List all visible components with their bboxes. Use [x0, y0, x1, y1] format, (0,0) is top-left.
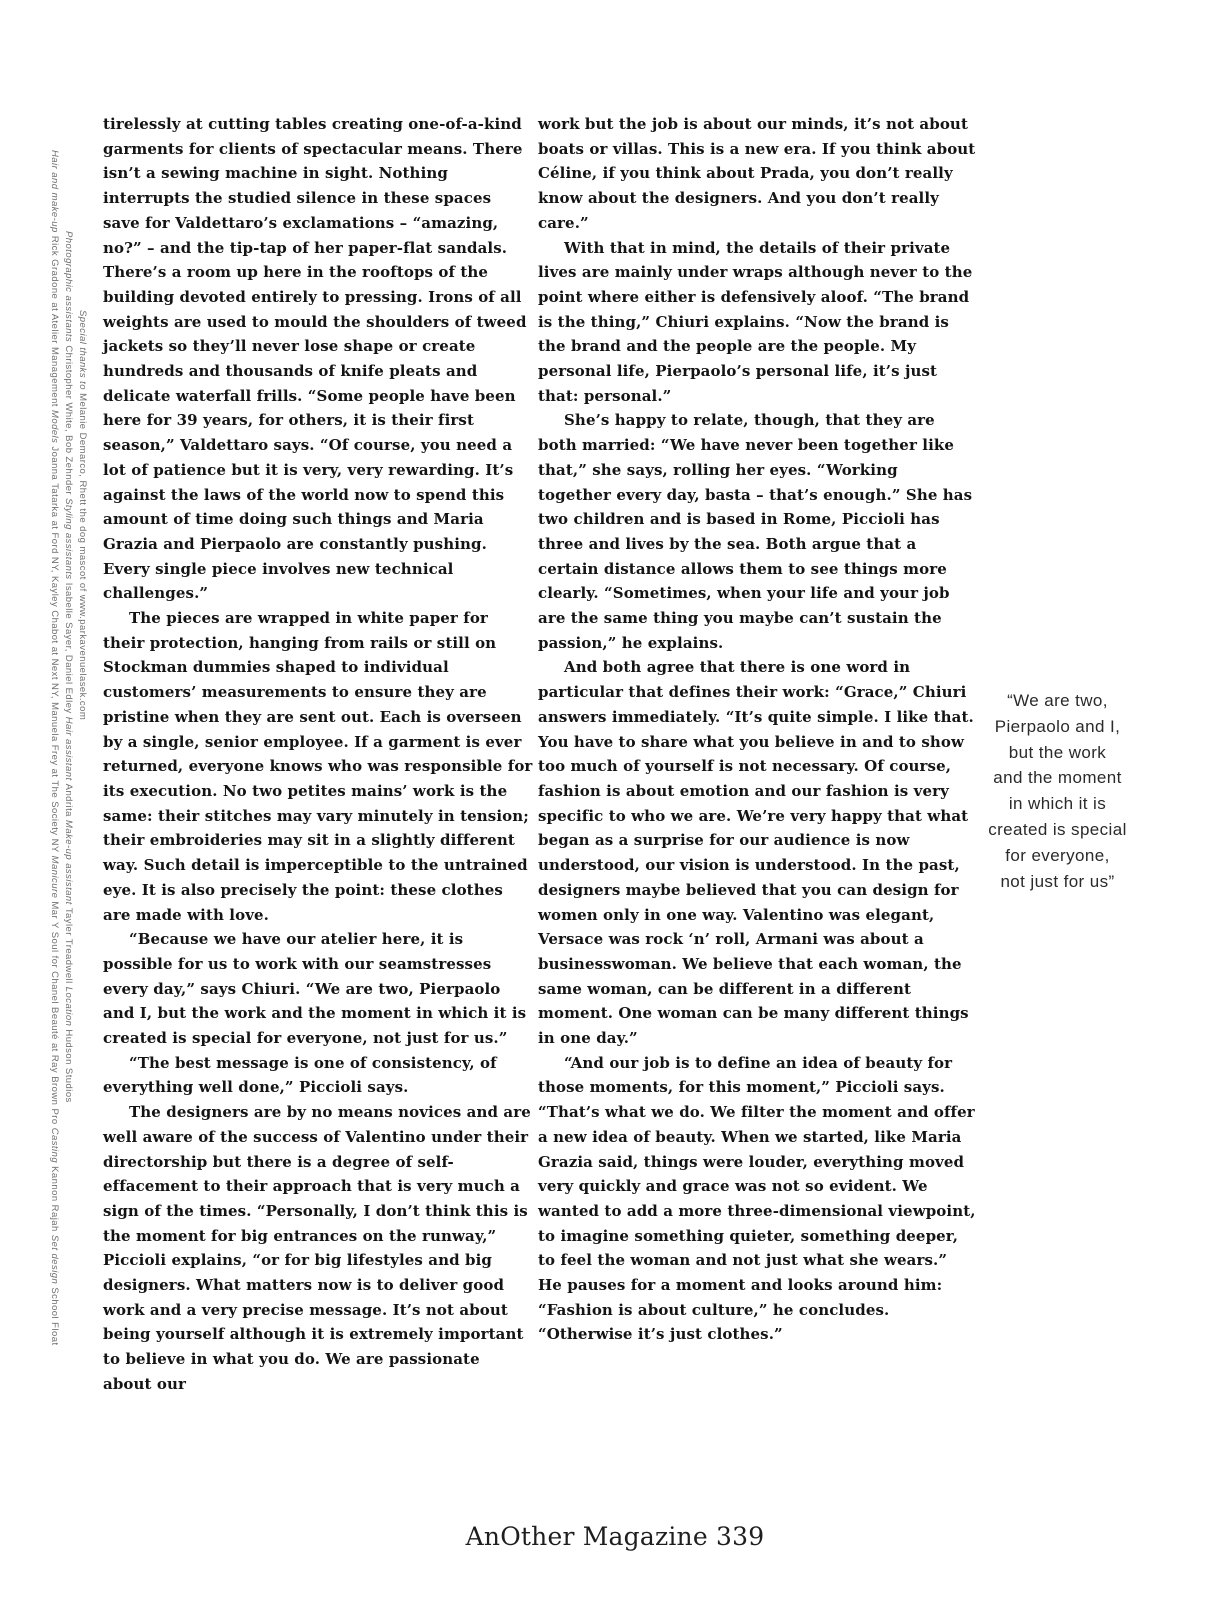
- article-paragraph: And both agree that there is one word in particular that defines their work: “Grace,” Chiuri answers immediately. “It’s quite simple. I like that. You have to share what you believe in and to show too much of yourself is not necessary. Of course, fashion is about emotion and our fashion is very specific to who we are. We’re very happy that what began as a surprise for our audience is now understood, our vision is understood. In the past, designers maybe believed that you can design for women only in one way. Valentino was elegant, Versace was rock ‘n’ roll, Armani was about a businesswoman. We believe that each woman, the same woman, can be different in a different moment. One woman can be many different things in one day.”: [538, 658, 974, 1048]
- page-footer: [0, 1522, 1230, 1551]
- credit-line: [77, 310, 88, 720]
- article-paragraph: work but the job is about our minds, it’s not about boats or villas. This is a new era. If you think about Céline, if you think about Prada, you don’t really know about the designers. And you don’t really care.”: [538, 115, 976, 232]
- article-paragraph: She’s happy to relate, though, that they are both married: “We have never been together like that,” she says, rolling her eyes. “Working together every day, basta – that’s enough.” She has two children and is based in Rome, Piccioli has three and lives by the sea. Both argue that a certain distance allows them to see things more clearly. “Sometimes, when your life and your job are the same thing you maybe can’t sustain the passion,” he explains.: [538, 411, 973, 652]
- article-paragraph: “And our job is to define an idea of beauty for those moments, for this moment,” Piccioli says. “That’s what we do. We filter the moment and offer a new idea of beauty. When we started, like Maria Grazia said, things were louder, everything moved very quickly and grace was not so evident. We wanted to add a more three-dimensional viewpoint, to imagine something quieter, something deeper, to feel the woman and not just what she wears.” He pauses for a moment and looks around him: “Fashion is about culture,” he concludes. “Otherwise it’s just clothes.”: [538, 1053, 976, 1344]
- credit-role-label: Models: [49, 409, 60, 447]
- credit-name: Isabelle Sayer, Daniel Edley: [63, 582, 74, 717]
- pull-quote-line: but the work: [1008, 742, 1107, 762]
- pull-quote-line: and the moment: [993, 768, 1122, 788]
- credit-role-label: Make-up assistant: [63, 820, 74, 908]
- credit-name: School Float: [49, 1287, 60, 1346]
- pull-quote-line: in which it is: [1008, 794, 1107, 814]
- credit-name: Tayler Treadwell: [63, 907, 74, 987]
- credit-role-label: Hair and make-up: [49, 150, 60, 236]
- credit-role-label: Special thanks to: [77, 310, 88, 394]
- article-column-left: [103, 112, 533, 1397]
- article-paragraph: With that in mind, the details of their private lives are mainly under wraps although never to the point where either is defensively aloof. “The brand is the thing,” Chiuri explains. “Now the brand is the brand and the people are the people. My personal life, Pierpaolo’s personal life, it’s just that: personal.”: [538, 238, 973, 405]
- credit-role-label: Manicure: [49, 855, 60, 902]
- credit-line: [49, 150, 60, 1346]
- article-paragraph: The pieces are wrapped in white paper for their protection, hanging from rails or still on Stockman dummies shaped to individual customers’ measurements to ensure they are pristine when they are sent out. Each is overseen by a single, senior employee. If a garment is ever returned, everyone knows who was responsible for its execution. No two petites mains’ work is the same: their stitches may vary minutely in tension; their embroideries may sit in a slightly different way. Such detail is imperceptible to the untrained eye. It is also precisely the point: these clothes are made with love.: [103, 609, 533, 924]
- photo-credits: [0, 0, 100, 1600]
- magazine-title-page-number: AnOther Magazine 339: [465, 1522, 765, 1551]
- pull-quote-line: Pierpaolo and I,: [994, 716, 1121, 736]
- credit-name: Joanna Tatarka at Ford NY, Kayley Chabot at Next NY, Manuela Frey at The Society NY: [49, 446, 60, 856]
- credit-role-label: Casting: [49, 1127, 60, 1167]
- credit-role-label: Photographic assistants: [63, 231, 74, 346]
- credit-role-label: Set design: [49, 1234, 60, 1288]
- article-column-right: [538, 112, 976, 1347]
- pull-quote-line: not just for us”: [1000, 871, 1115, 891]
- article-paragraph: tirelessly at cutting tables creating one-of-a-kind garments for clients of spectacular means. There isn’t a sewing machine in sight. Nothing interrupts the studied silence in these spaces save for Valdettaro’s exclamations – “amazing, no?” – and the tip-tap of her paper-flat sandals. There’s a room up here in the rooftops of the building devoted entirely to pressing. Irons of all weights are used to mould the shoulders of tweed jackets so they’ll never lose shape or create hundreds and thousands of knife pleats and delicate waterfall frills. “Some people have been here for 39 years, for others, it is their first season,” Valdettaro says. “Of course, you need a lot of patience but it is very, very rewarding. It’s against the laws of the world now to spend this amount of time doing such things and Maria Grazia and Pierpaolo are constantly pushing. Every single piece involves new technical challenges.”: [103, 115, 527, 603]
- credit-name: Melanie Demarco, Rhett the dog mascot of www.parkavenuelasek.com: [77, 393, 88, 721]
- credit-name: Kannon Rajah: [49, 1166, 60, 1235]
- pull-quote: [955, 688, 1160, 894]
- credit-line: [63, 231, 74, 1103]
- pull-quote-line: created is special: [988, 819, 1127, 839]
- credit-role-label: Hair assistant: [63, 716, 74, 784]
- credit-name: Mar Y Soul for Chanel Beauté at Ray Brown Pro: [49, 901, 60, 1128]
- credit-name: Christopher White, Bob Zehnder: [63, 345, 74, 499]
- credit-role-label: Styling assistants: [63, 498, 74, 583]
- article-paragraph: “The best message is one of consistency, of everything well done,” Piccioli says.: [103, 1053, 497, 1097]
- article-paragraph: The designers are by no means novices and are well aware of the success of Valentino under their directorship but there is a degree of self-effacement to their approach that is very much a sign of the times. “Personally, I don’t think this is the moment for big entrances on the runway,” Piccioli explains, “or for big lifestyles and big designers. What matters now is to deliver good work and a very precise message. It’s not about being yourself although it is extremely important to believe in what you do. We are passionate about our: [103, 1103, 531, 1393]
- credit-name: Hudson Studios: [63, 1029, 74, 1103]
- pull-quote-line: for everyone,: [1005, 845, 1110, 865]
- credit-name: Andrita: [63, 783, 74, 820]
- pull-quote-line: “We are two,: [1007, 691, 1108, 710]
- credit-name: Rick Gradone at Atelier Management: [49, 235, 60, 410]
- credit-role-label: Location: [63, 986, 74, 1030]
- article-paragraph: “Because we have our atelier here, it is possible for us to work with our seamstresses every day,” says Chiuri. “We are two, Pierpaolo and I, but the work and the moment in which it is created is special for everyone, not just for us.”: [103, 930, 527, 1048]
